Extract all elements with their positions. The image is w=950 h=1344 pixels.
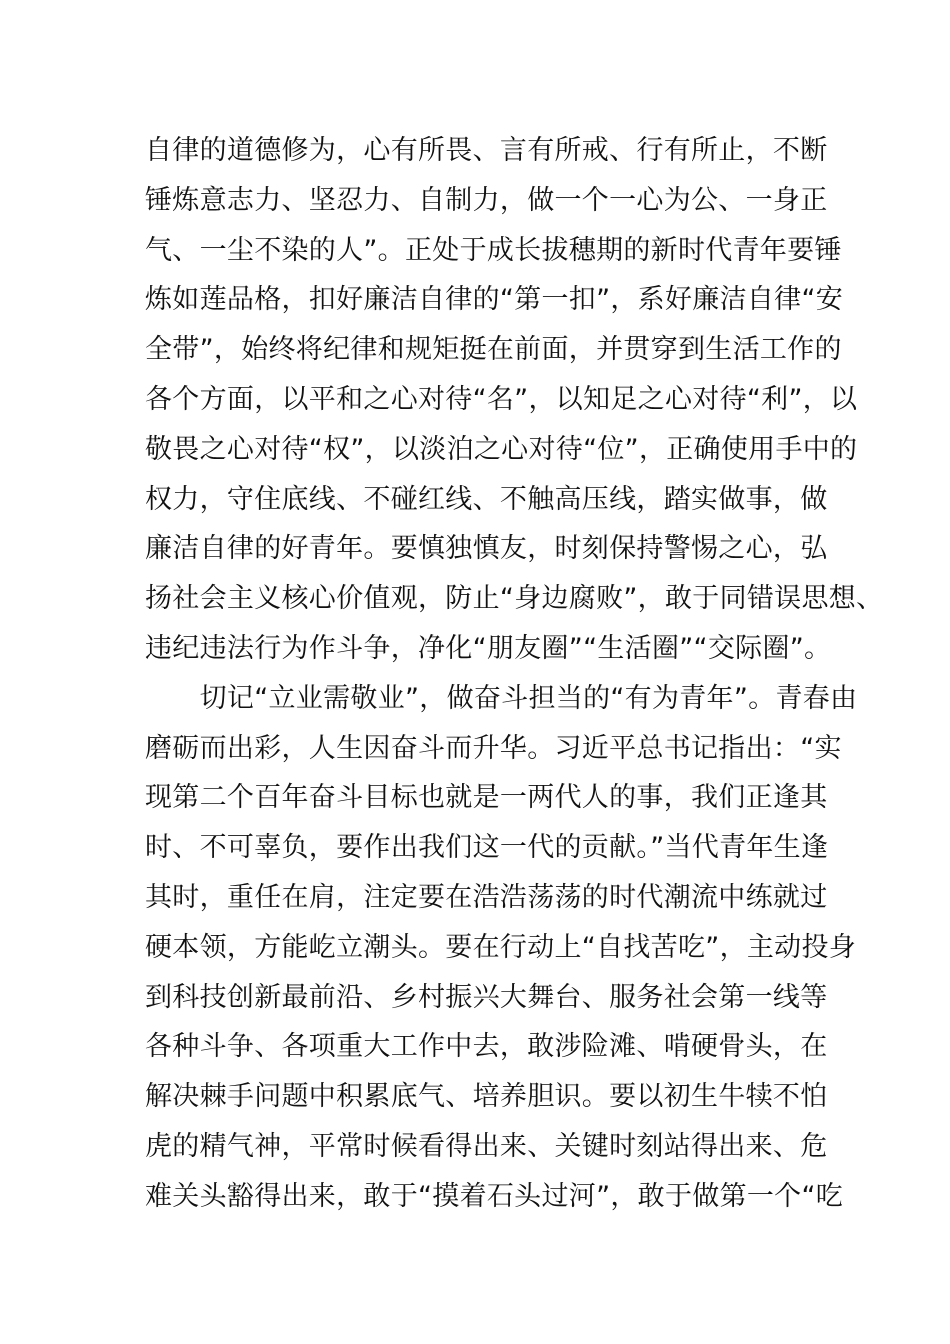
text-line: 自律的道德修为，心有所畏、言有所戒、行有所止，不断 bbox=[145, 135, 828, 166]
text-line: 硬本领，方能屹立潮头。要在行动上“自找苦吃”，主动投身 bbox=[145, 931, 857, 963]
text-line: 扬社会主义核心价值观，防止“身边腐败”，敢于同错误思想、 bbox=[145, 583, 884, 615]
text-line: 时、不可辜负，要作出我们这一代的贡献。”当代青年生逢 bbox=[145, 832, 829, 864]
text-line: 全带”，始终将纪律和规矩挺在前面，并贯穿到生活工作的 bbox=[145, 334, 842, 366]
text-line: 敬畏之心对待“权”，以淡泊之心对待“位”，正确使用手中的 bbox=[145, 433, 858, 465]
text-line: 到科技创新最前沿、乡村振兴大舞台、服务社会第一线等 bbox=[145, 981, 828, 1013]
text-line: 各种斗争、各项重大工作中去，敢涉险滩、啃硬骨头，在 bbox=[145, 1031, 828, 1063]
text-line: 锤炼意志力、坚忍力、自制力，做一个一心为公、一身正 bbox=[145, 184, 828, 216]
text-line: 各个方面，以平和之心对待“名”，以知足之心对待“利”，以 bbox=[145, 383, 858, 415]
text-line: 廉洁自律的好青年。要慎独慎友，时刻保持警惕之心，弘 bbox=[145, 533, 828, 565]
text-line: 虎的精气神，平常时候看得出来、关键时刻站得出来、危 bbox=[145, 1130, 828, 1162]
text-line: 违纪违法行为作斗争，净化“朋友圈”“生活圈”“交际圈”。 bbox=[145, 632, 832, 664]
text-line: 难关头豁得出来，敢于“摸着石头过河”，敢于做第一个“吃 bbox=[145, 1180, 844, 1212]
text-line: 其时，重任在肩，注定要在浩浩荡荡的时代潮流中练就过 bbox=[145, 881, 828, 913]
text-line: 解决棘手问题中积累底气、培养胆识。要以初生牛犊不怕 bbox=[145, 1081, 828, 1113]
text-line: 炼如莲品格，扣好廉洁自律的“第一扣”，系好廉洁自律“安 bbox=[145, 284, 844, 316]
text-line: 现第二个百年奋斗目标也就是一两代人的事，我们正逢其 bbox=[145, 782, 828, 814]
text-line: 权力，守住底线、不碰红线、不触高压线，踏实做事，做 bbox=[145, 483, 828, 515]
text-line: 磨砺而出彩，人生因奋斗而升华。习近平总书记指出：“实 bbox=[145, 732, 842, 764]
text-line: 气、一尘不染的人”。正处于成长拔穗期的新时代青年要锤 bbox=[145, 234, 842, 266]
body-text bbox=[145, 126, 884, 1222]
text-line: 切记“立业需敬业”，做奋斗担当的“有为青年”。青春由 bbox=[145, 682, 858, 714]
